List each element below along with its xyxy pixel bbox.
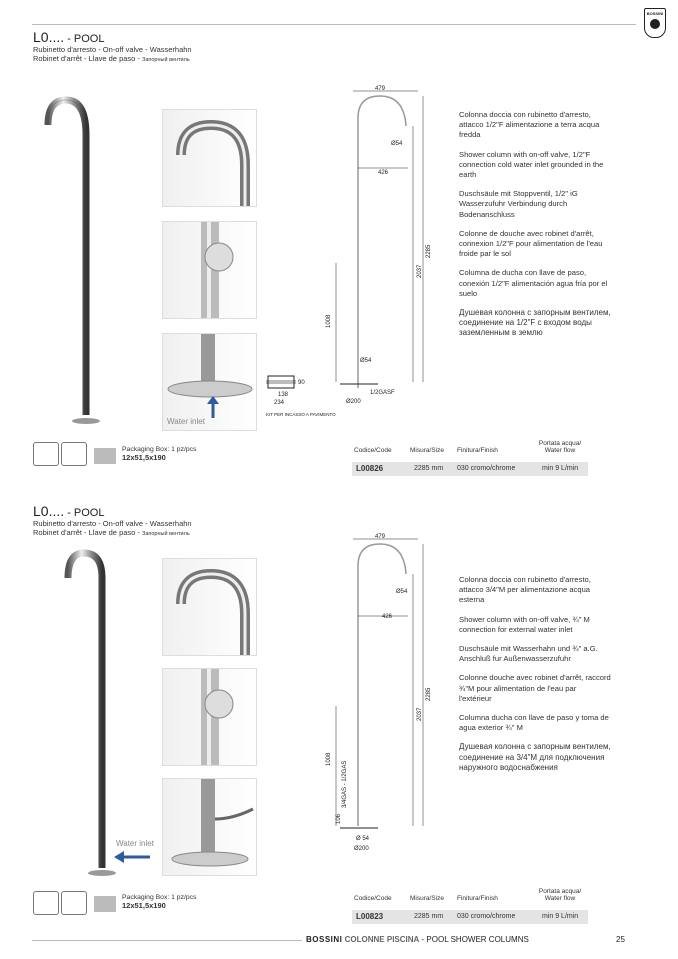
svg-text:138: 138 [278,392,289,398]
col-header-finish: Finitura/Finish [457,895,498,902]
svg-text:2285: 2285 [426,244,432,258]
product-name: - POOL [64,33,105,45]
shower-icon [33,442,59,466]
description-ru: Душевая колонна с запорным вентилем, соединение на 3/4"M для подключения наружного водоснабжения [459,742,611,772]
easy-clean-icon [61,891,87,915]
subtitle-line-2: Robinet d'arrêt - Llave de paso - Запорный вентиль [33,528,190,537]
svg-text:Ø200: Ø200 [354,846,369,852]
col-header-finish: Finitura/Finish [457,447,498,454]
product-code: L0.... [33,503,65,519]
description-de: Duschsäule mit Wasserhahn und ¾" a.G. Anschluß fur Außenwasserzufuhr [459,644,598,664]
description-en: Shower column with on-off valve, ¾" M connection for external water inlet [459,614,590,634]
detail-photo-valve [162,221,257,319]
svg-text:3/4GAS - 1/2GAS: 3/4GAS - 1/2GAS [342,760,348,808]
top-rule [32,24,636,25]
col-header-code: Codice/Code [354,895,392,902]
svg-text:Ø 54: Ø 54 [356,836,370,842]
svg-text:426: 426 [382,614,393,620]
svg-text:Ø200: Ø200 [346,399,361,405]
detail-photo-base [162,778,257,876]
detail-photo-valve [162,668,257,766]
shower-column-photo [60,548,130,878]
subtitle-line-1: Rubinetto d'arresto - On-off valve - Wasserhahn [33,45,192,54]
table-row: L00826 2285 mm 030 cromo/chrome min 9 L/min [352,462,588,476]
subtitle-line-1: Rubinetto d'arresto - On-off valve - Wasserhahn [33,519,192,528]
bossini-logo: BOSSINI [644,8,666,38]
section-2-header [33,503,192,539]
packaging-info: Packaging Box: 1 pz/pcs 12x51,5x190 [122,446,197,462]
product-table-1 [352,440,588,480]
footer-suffix: - POOL SHOWER COLUMNS [419,935,529,944]
product-code: L0.... [33,29,65,45]
description-es: Columna de ducha con llave de paso, conexión 1/2"F alimentación agua fría por el suelo [459,268,608,298]
description-ru: Душевая колонна с запорным вентилем, соединение на 1/2"F с входом воды заземленным в землю [459,308,611,338]
box-icon [94,448,116,464]
svg-text:479: 479 [375,534,386,540]
svg-text:Ø54: Ø54 [360,358,372,364]
svg-text:KIT PER INCASSO A PAVIMENTO: KIT PER INCASSO A PAVIMENTO [266,412,336,417]
col-header-flow: Portata acqua/ Water flow [538,440,582,454]
product-table-2 [352,888,588,928]
svg-text:1008: 1008 [326,314,332,328]
water-inlet-label: Water inlet [167,417,205,426]
svg-text:Ø54: Ø54 [396,589,408,595]
description-it: Colonna doccia con rubinetto d'arresto, attacco 1/2"F alimentazione a terra acqua fredda [459,110,600,140]
arrow-left-icon [112,850,152,864]
box-icon [94,896,116,912]
shower-column-photo [40,95,110,430]
description-block-1 [459,110,611,348]
detail-photo-spout [162,109,257,207]
col-header-flow: Portata acqua/ Water flow [538,888,582,902]
description-fr: Colonne douche avec robinet d'arrêt, raccord ¾"M pour alimentation de l'eau par l'extérieur [459,673,611,703]
col-header-size: Misura/Size [410,447,444,454]
section-1-header [33,29,192,65]
footer-brand: BOSSINI [306,935,343,944]
description-block-2 [459,575,611,782]
product-name: - POOL [64,507,105,519]
detail-photo-base [162,333,257,431]
footer-collection: COLONNE PISCINA [344,935,420,944]
detail-photo-spout [162,558,257,656]
svg-text:426: 426 [378,170,389,176]
svg-text:106: 106 [336,813,342,824]
col-header-size: Misura/Size [410,895,444,902]
footer-text [306,935,529,944]
footer-rule [32,940,302,941]
svg-text:90: 90 [298,380,305,386]
technical-drawing-1 [318,88,438,408]
water-inlet-label: Water inlet [116,839,154,848]
description-es: Columna ducha con llave de paso y toma de agua exterior ¾" M [459,713,609,733]
svg-text:Ø54: Ø54 [391,141,403,147]
svg-text:2037: 2037 [417,707,423,721]
svg-text:479: 479 [375,86,386,92]
svg-text:2037: 2037 [417,264,423,278]
description-it: Colonna doccia con rubinetto d'arresto, attacco 3/4"M per alimentazione acqua esterna [459,575,591,605]
shower-icon [33,891,59,915]
description-de: Duschsäule mit Stoppventil, 1/2" iG Wasserzufuhr Verbindung durch Bodenanschluss [459,189,578,219]
page-number: 25 [616,935,625,944]
description-fr: Colonne de douche avec robinet d'arrêt, connexion 1/2"F pour alimentation de l'eau froide par le sol [459,228,603,259]
col-header-code: Codice/Code [354,447,392,454]
svg-text:1/2GASF: 1/2GASF [370,390,395,396]
table-row: L00823 2285 mm 030 cromo/chrome min 9 L/min [352,910,588,924]
svg-text:1008: 1008 [326,752,332,766]
easy-clean-icon [61,442,87,466]
subtitle-line-2: Robinet d'arrêt - Llave de paso - Запорный вентиль [33,54,190,63]
technical-drawing-2 [318,536,438,854]
kit-diagram [264,370,336,428]
svg-text:234: 234 [274,400,285,406]
svg-text:2285: 2285 [426,687,432,701]
description-en: Shower column with on-off valve, 1/2"F connection cold water inlet grounded in the earth [459,149,604,180]
packaging-info: Packaging Box: 1 pz/pcs 12x51,5x190 [122,894,197,910]
